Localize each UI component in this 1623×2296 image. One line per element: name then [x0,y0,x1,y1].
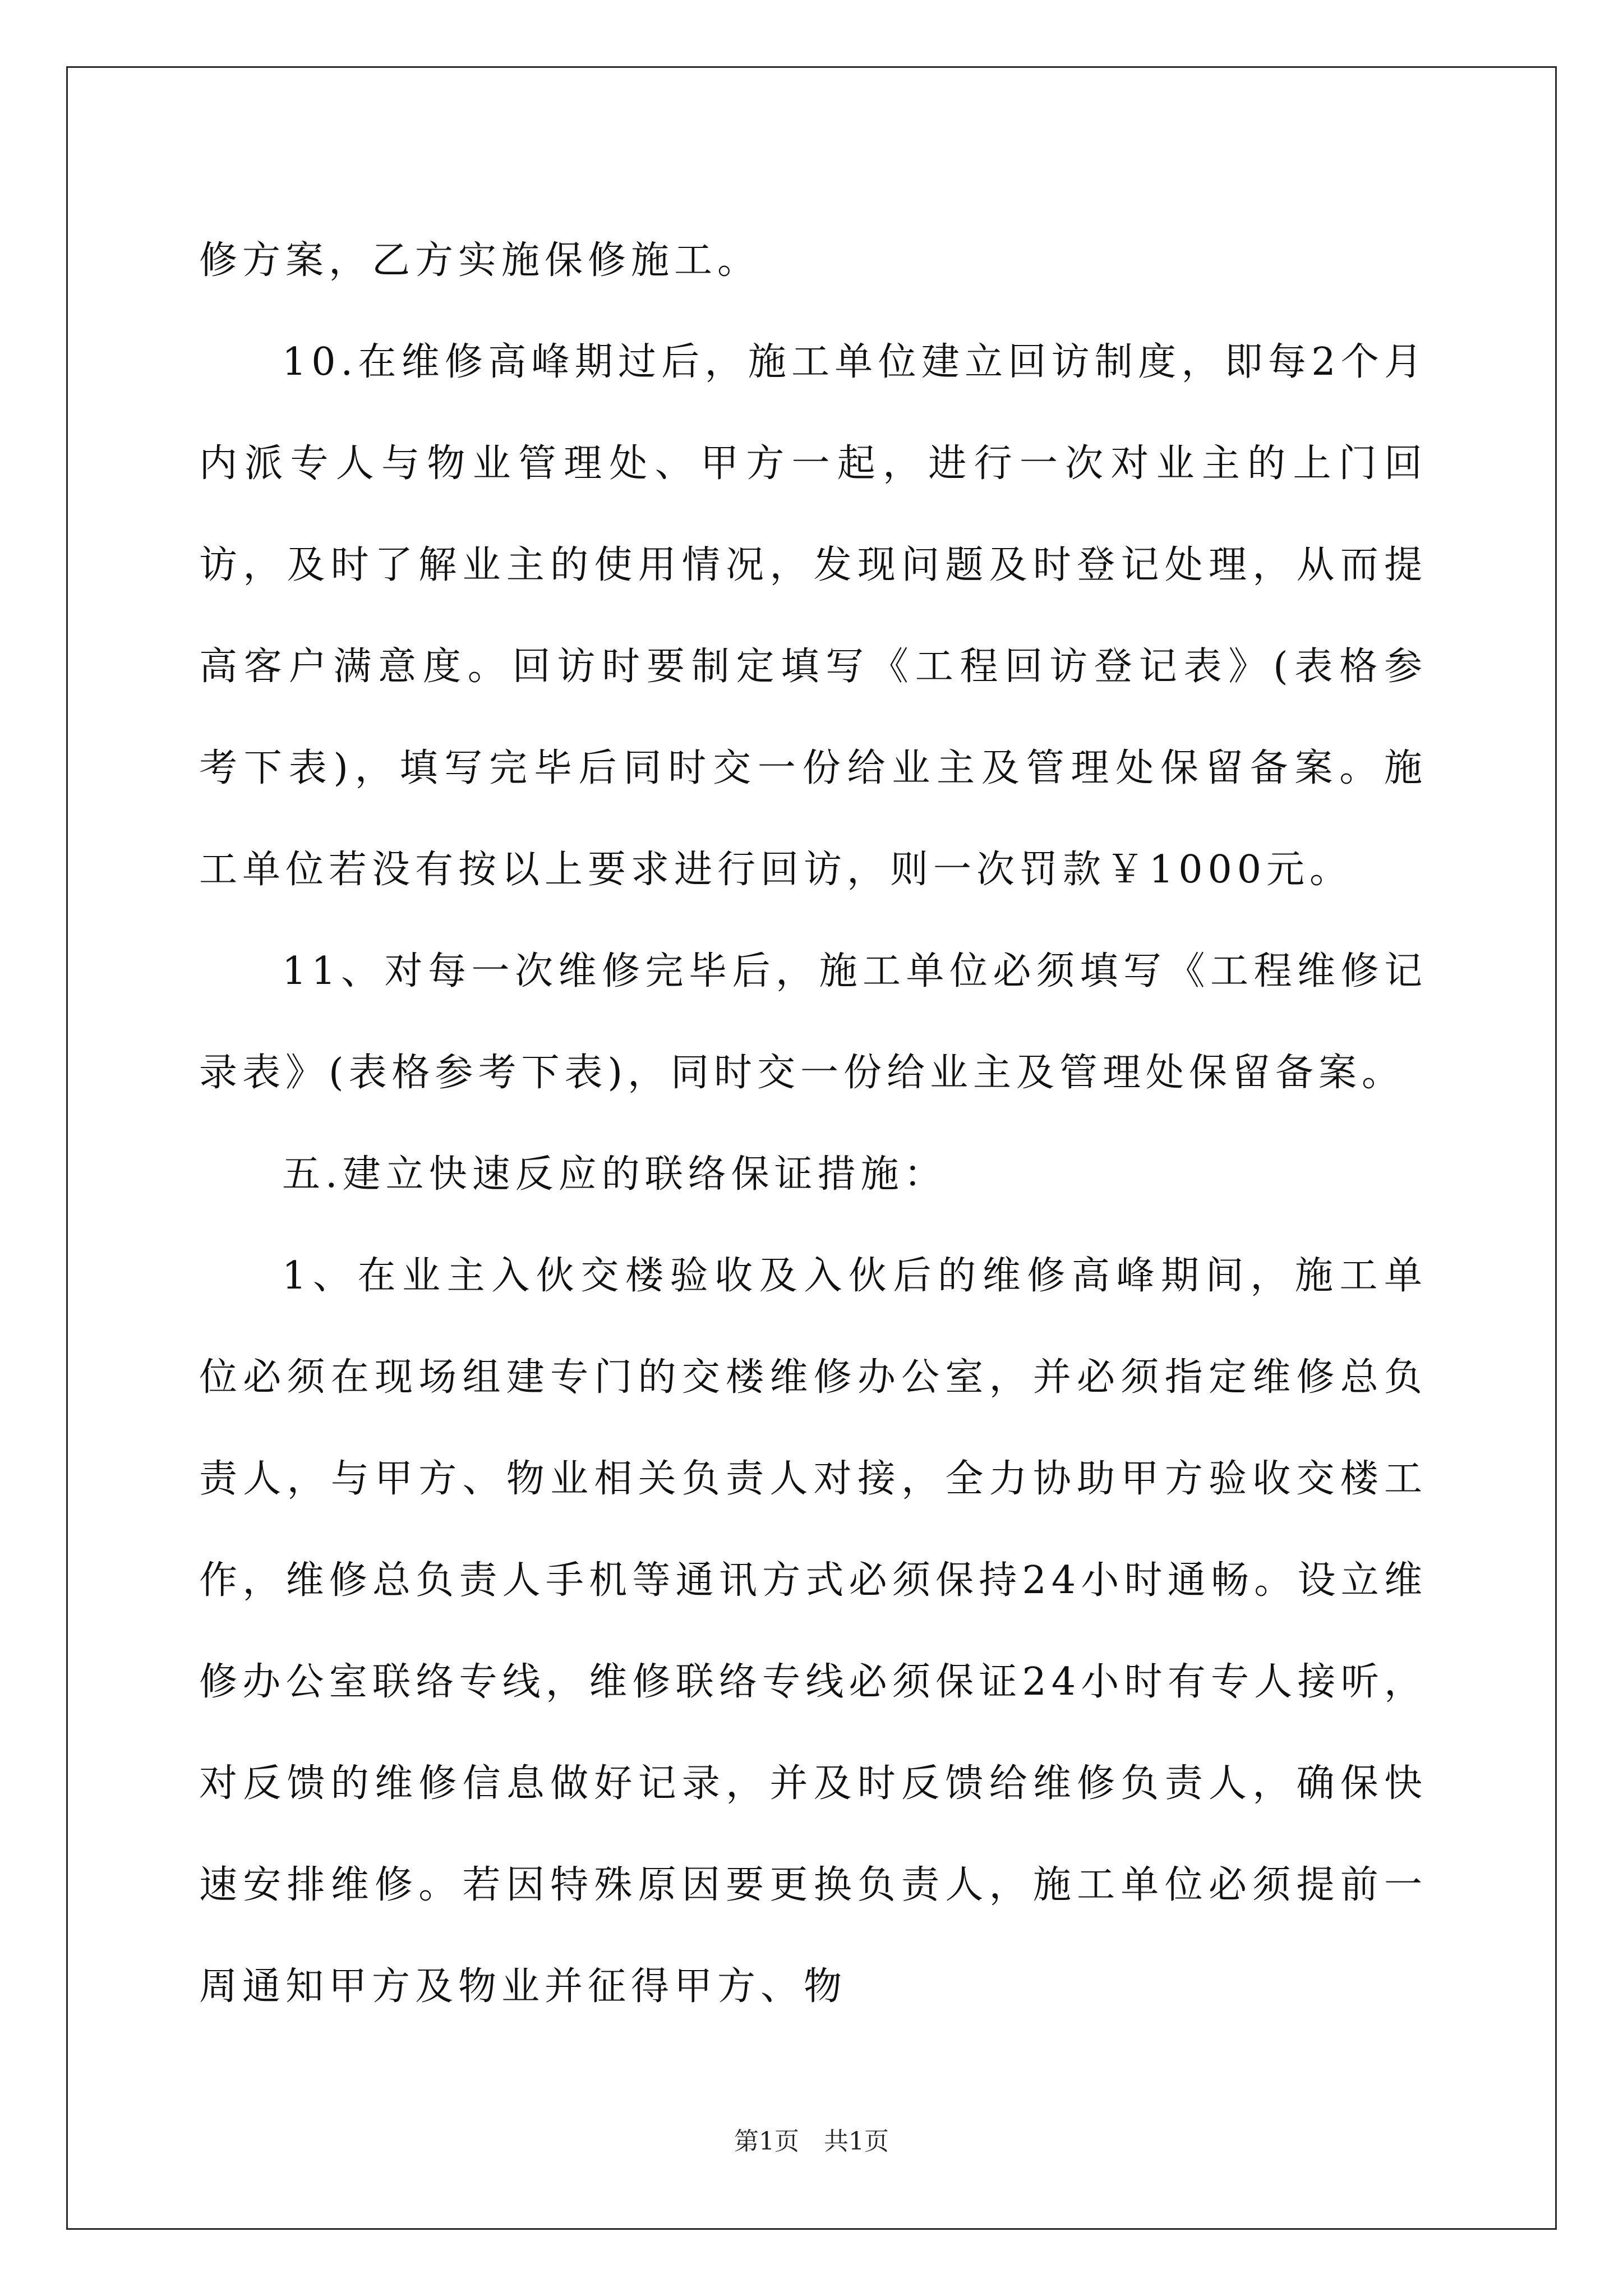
paragraph-item-11: 11、对每一次维修完毕后，施工单位必须填写《工程维修记录表》(表格参考下表)，同时交一份给业主及管理处保留备案。 [199,949,1427,1095]
paragraph-item-10: 10.在维修高峰期过后，施工单位建立回访制度，即每2个月内派专人与物业管理处、甲方一起，进行一次对业主的上门回访，及时了解业主的使用情况，发现问题及时登记处理，从而提高客户满意度。回访时要制定填写《工程回访登记表》(表格参考下表)，填写完毕后同时交一份给业主及管理处保留备案。施工单位若没有按以上要求进行回访，则一次罚款￥1000元。 [199,340,1427,892]
document-body [199,210,1427,2037]
page-number-current: 第1页 [734,2127,799,2156]
page-footer [0,2125,1623,2159]
page-number-total: 共1页 [824,2127,889,2156]
paragraph-item-1: 1、在业主入伙交楼验收及入伙后的维修高峰期间，施工单位必须在现场组建专门的交楼维修办公室，并必须指定维修总负责人，与甲方、物业相关负责人对接，全力协助甲方验收交楼工作，维修总负责人手机等通讯方式必须保持24小时通畅。设立维修办公室联络专线，维修联络专线必须保证24小时有专人接听，对反馈的维修信息做好记录，并及时反馈给维修负责人，确保快速安排维修。若因特殊原因要更换负责人，施工单位必须提前一周通知甲方及物业并征得甲方、物 [199,1254,1427,2009]
section-heading-5: 五.建立快速反应的联络保证措施： [282,1152,947,1197]
paragraph-continuation: 修方案，乙方实施保修施工。 [199,238,761,283]
